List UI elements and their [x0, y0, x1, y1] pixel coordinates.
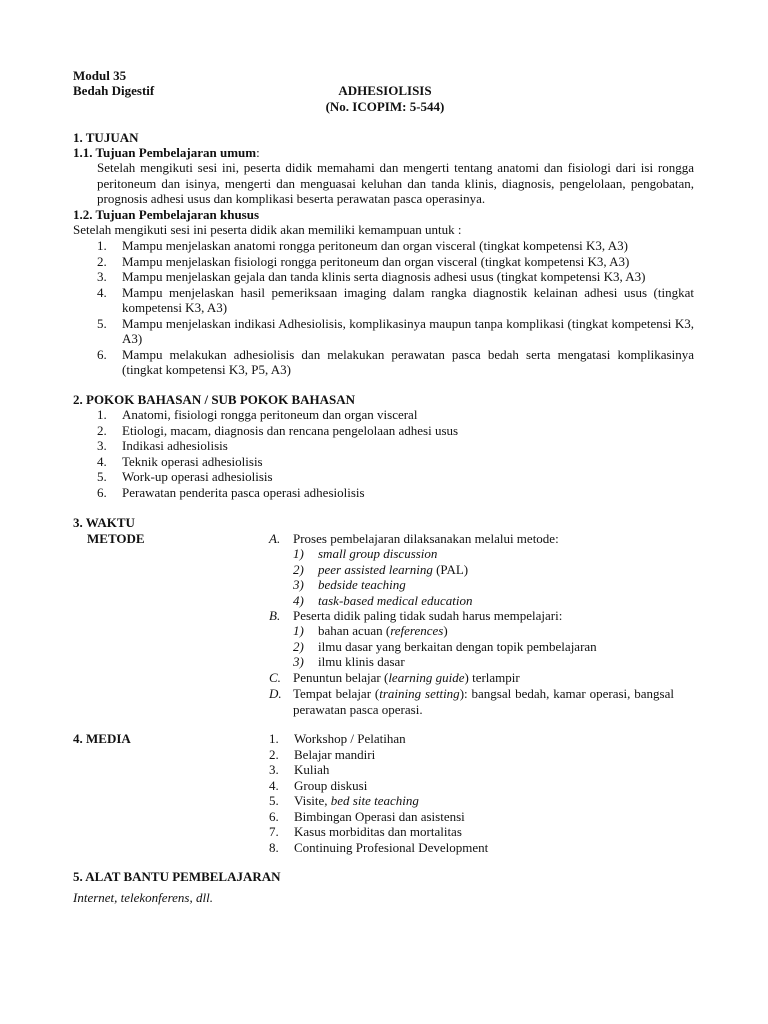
- specific-objective-intro: Setelah mengikuti sesi ini peserta didik akan memiliki kemampuan untuk :: [73, 222, 462, 237]
- list-item: 1. Workshop / Pelatihan: [269, 731, 406, 746]
- list-item: 8. Continuing Profesional Development: [269, 839, 489, 855]
- method-a-list: [293, 546, 673, 608]
- list-item: 6. Perawatan penderita pasca operasi adhesiolisis: [97, 484, 365, 500]
- list-item: 1. Mampu menjelaskan anatomi rongga peritoneum dan organ visceral (tingkat kompetensi K3, A3): [97, 238, 628, 253]
- list-item: 2) ilmu dasar yang berkaitan dengan topik pembelajaran: [293, 638, 597, 654]
- media-list: [269, 731, 689, 855]
- method-label: METODE: [87, 531, 145, 546]
- section-1-2-heading: 1.2. Tujuan Pembelajaran khusus: [73, 207, 260, 222]
- list-item: 3) ilmu klinis dasar: [293, 654, 405, 669]
- method-c-text: Penuntun belajar (learning guide) terlampir: [293, 670, 520, 685]
- method-a-text: Proses pembelajaran dilaksanakan melalui metode:: [293, 531, 559, 546]
- method-a-letter: A.: [269, 531, 281, 546]
- method-b-list: [293, 623, 673, 670]
- list-item: 1) bahan acuan (references): [293, 623, 448, 638]
- list-item: 6. Bimbingan Operasi dan asistensi: [269, 808, 465, 824]
- method-b-letter: B.: [269, 608, 281, 623]
- section-1-1-heading: [73, 145, 260, 161]
- list-item: 3. Indikasi adhesiolisis: [97, 438, 228, 453]
- list-item: 2. Etiologi, macam, diagnosis dan rencana pengelolaan adhesi usus: [97, 422, 459, 438]
- method-d-text: Tempat belajar (training setting): bangsal bedah, kamar operasi, bangsal perawatan pasca operasi.: [293, 686, 674, 717]
- list-item: 4. Group diskusi: [269, 777, 368, 793]
- list-item: 2) peer assisted learning (PAL): [293, 561, 469, 577]
- list-item: 7. Kasus morbiditas dan mortalitas: [269, 824, 462, 839]
- specific-objectives-list: [97, 238, 694, 378]
- section-1-1-colon: :: [256, 145, 260, 160]
- method-b-text: Peserta didik paling tidak sudah harus mempelajari:: [293, 608, 563, 623]
- section-1-heading: 1. TUJUAN: [73, 130, 139, 145]
- list-item: 1) small group discussion: [293, 546, 438, 561]
- department-name: Bedah Digestif: [73, 83, 155, 98]
- list-item: 3. Mampu menjelaskan gejala dan tanda klinis serta diagnosis adhesi usus (tingkat kompetensi K3, A3): [97, 269, 646, 284]
- section-1-1-label: 1.1. Tujuan Pembelajaran umum: [73, 145, 257, 160]
- list-item: 5. Mampu menjelaskan indikasi Adhesiolisis, komplikasinya maupun tanpa komplikasi (tingkat kompetensi K3, A3): [97, 315, 694, 346]
- list-item: 3) bedside teaching: [293, 577, 406, 592]
- list-item: 4. Teknik operasi adhesiolisis: [97, 453, 263, 469]
- section-4-heading: 4. MEDIA: [73, 731, 131, 746]
- section-5-heading: 5. ALAT BANTU PEMBELAJARAN: [73, 869, 281, 884]
- method-d-letter: D.: [269, 686, 282, 701]
- learning-aids-text: Internet, telekonferens, dll.: [73, 890, 213, 905]
- list-item: 5. Work-up operasi adhesiolisis: [97, 469, 273, 484]
- general-objective-text: Setelah mengikuti sesi ini, peserta didik memahami dan mengerti tentang anatomi dan fisiologi dari isi rongga peritoneum dan isinya, mengerti dan menguasai keluhan dan tanda klinis, diagnosis, pengelolaan, pengobatan, prognosis adhesi usus dan komplikasi beserta perawatan pasca operasinya.: [97, 160, 694, 206]
- list-item: 2. Mampu menjelaskan fisiologi rongga peritoneum dan organ visceral (tingkat kompetensi K3, A3): [97, 253, 630, 269]
- list-item: 6. Mampu melakukan adhesiolisis dan melakukan perawatan pasca bedah serta mengatasi komplikasinya (tingkat kompetensi K3, P5, A3): [97, 346, 694, 377]
- list-item: 1. Anatomi, fisiologi rongga peritoneum dan organ visceral: [97, 407, 418, 422]
- icopim-code: (No. ICOPIM: 5-544): [325, 99, 445, 114]
- list-item: 4) task-based medical education: [293, 592, 473, 608]
- topics-list: [97, 407, 694, 500]
- module-number: Modul 35: [73, 68, 127, 83]
- document-title: ADHESIOLISIS: [338, 83, 432, 98]
- list-item: 5. Visite, bed site teaching: [269, 793, 419, 808]
- list-item: 4. Mampu menjelaskan hasil pemeriksaan imaging dalam rangka diagnostik kelainan adhesi usus (tingkat kompetensi K3, A3): [97, 284, 694, 315]
- list-item: 3. Kuliah: [269, 762, 330, 777]
- method-c-letter: C.: [269, 670, 281, 685]
- list-item: 2. Belajar mandiri: [269, 746, 376, 762]
- section-2-heading: 2. POKOK BAHASAN / SUB POKOK BAHASAN: [73, 392, 356, 407]
- section-3-heading: 3. WAKTU: [73, 515, 135, 530]
